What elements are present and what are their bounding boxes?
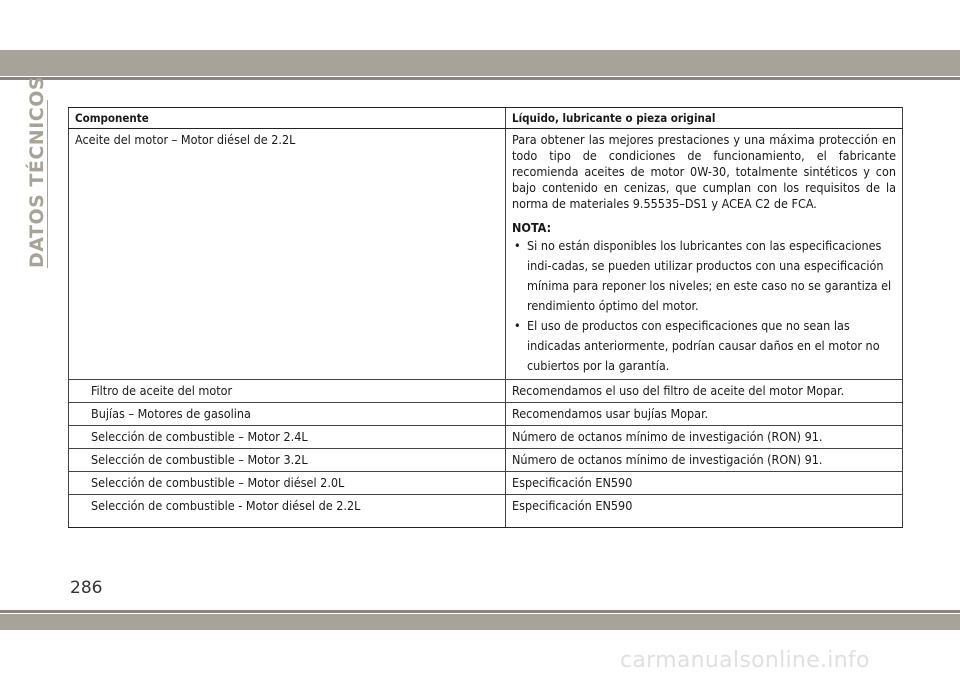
oil-recommendation-paragraph: Para obtener las mejores prestaciones y una máxima protección en todo tipo de condiciones de funcionamiento, el fabricante recomienda aceites de motor 0W-30, totalmente sintéticos y con bajo contenido en cenizas, que cumplan con los requisitos de la norma de materiales 9.55535–DS1 y ACEA C2 de FCA. <box>512 132 896 211</box>
watermark-text: carmanualsonline.info <box>620 648 870 673</box>
footer-band <box>0 614 960 630</box>
note-bullet: • El uso de productos con especificaciones que no sean las indicadas anteriormente, podrían causar daños en el motor no cubiertos por la garantía. <box>512 316 896 376</box>
header-band <box>0 50 960 76</box>
table-row <box>69 129 903 380</box>
value-cell: Número de octanos mínimo de investigación (RON) 91. <box>506 426 903 449</box>
footer-rule <box>0 610 960 613</box>
table-row <box>69 380 903 403</box>
value-cell: Especificación EN590 <box>506 495 903 528</box>
header-rule <box>0 77 960 80</box>
section-title-vertical: DATOS TÉCNICOS <box>26 75 48 268</box>
component-cell: Selección de combustible – Motor 3.2L <box>69 449 506 472</box>
note-bullet: • Si no están disponibles los lubricantes con las especificaciones indi-cadas, se pueden utilizar productos con una especificación mínima para reponer los niveles; en este caso no se garantiza el rendimiento óptimo del motor. <box>512 236 896 316</box>
component-cell: Selección de combustible – Motor 2.4L <box>69 426 506 449</box>
specs-table <box>68 107 903 528</box>
component-cell: Bujías – Motores de gasolina <box>69 403 506 426</box>
component-cell: Selección de combustible – Motor diésel 2.0L <box>69 472 506 495</box>
note-label: NOTA: <box>512 220 552 235</box>
value-cell: Recomendamos el uso del filtro de aceite del motor Mopar. <box>506 380 903 403</box>
note-bullets <box>512 236 896 376</box>
table-row <box>69 426 903 449</box>
value-cell: Recomendamos usar bujías Mopar. <box>506 403 903 426</box>
header-fluid: Líquido, lubricante o pieza original <box>506 108 903 129</box>
header-component: Componente <box>69 108 506 129</box>
table-row <box>69 403 903 426</box>
component-cell: Aceite del motor – Motor diésel de 2.2L <box>69 129 506 380</box>
page-number: 286 <box>70 578 103 598</box>
top-margin <box>0 0 960 48</box>
value-cell <box>506 129 903 380</box>
component-cell: Selección de combustible - Motor diésel de 2.2L <box>69 495 506 528</box>
table-header-row <box>69 108 903 129</box>
value-cell: Especificación EN590 <box>506 472 903 495</box>
component-cell: Filtro de aceite del motor <box>69 380 506 403</box>
table-row <box>69 449 903 472</box>
table-row <box>69 472 903 495</box>
table-row <box>69 495 903 528</box>
value-cell: Número de octanos mínimo de investigación (RON) 91. <box>506 449 903 472</box>
